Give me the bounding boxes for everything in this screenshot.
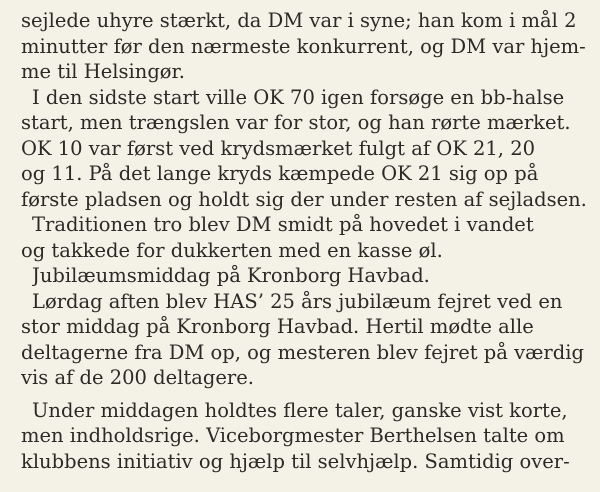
paragraph-dinner	[21, 398, 592, 475]
text-line: I den sidste start ville OK 70 igen forsøge en bb-halse	[32, 85, 565, 109]
text-line: start, men trængslen var for stor, og han rørte mærket.	[21, 111, 571, 134]
text-line: vis af de 200 deltagere.	[21, 366, 254, 389]
paragraph-tradition	[21, 212, 592, 263]
text-line: Traditionen tro blev DM smidt på hovedet i vandet	[32, 213, 534, 236]
text-line: minutter før den nærmeste konkurrent, og DM var hjem-	[21, 34, 586, 58]
heading-line: Jubilæumsmiddag på Kronborg Havbad.	[32, 264, 430, 287]
text-line: stor middag på Kronborg Havbad. Hertil mødte alle	[21, 315, 534, 338]
paragraph-continuation	[21, 0, 592, 85]
text-line: Under middagen holdtes flere taler, ganske vist korte,	[32, 398, 568, 422]
text-line: me til Helsingør.	[21, 60, 185, 83]
text-line: og 11. På det lange kryds kæmpede OK 21 sig op på	[21, 162, 539, 185]
text-line: Lørdag aften blev HAS’ 25 års jubilæum fejret ved en	[32, 289, 563, 313]
text-line: men indholdsrige. Viceborgmester Berthelsen talte om	[21, 424, 565, 447]
text-line: OK 10 var først ved krydsmærket fulgt af OK 21, 20	[21, 136, 536, 160]
text-line: første pladsen og holdt sig der under resten af sejladsen.	[21, 187, 587, 211]
paragraph-last-start	[21, 85, 592, 213]
text-line: sejlede uhyre stærkt, da DM var i syne; han kom i mål 2	[21, 9, 577, 32]
text-line: klubbens initiativ og hjælp til selvhjælp. Samtidig over-	[21, 449, 570, 473]
section-heading	[28, 263, 592, 289]
paragraph-gap	[28, 391, 592, 398]
paragraph-jubilee	[21, 289, 592, 391]
text-line: deltagerne fra DM op, og mesteren blev fejret på værdig	[21, 340, 584, 364]
text-line: og takkede for dukkerten med en kasse øl.	[21, 238, 443, 262]
